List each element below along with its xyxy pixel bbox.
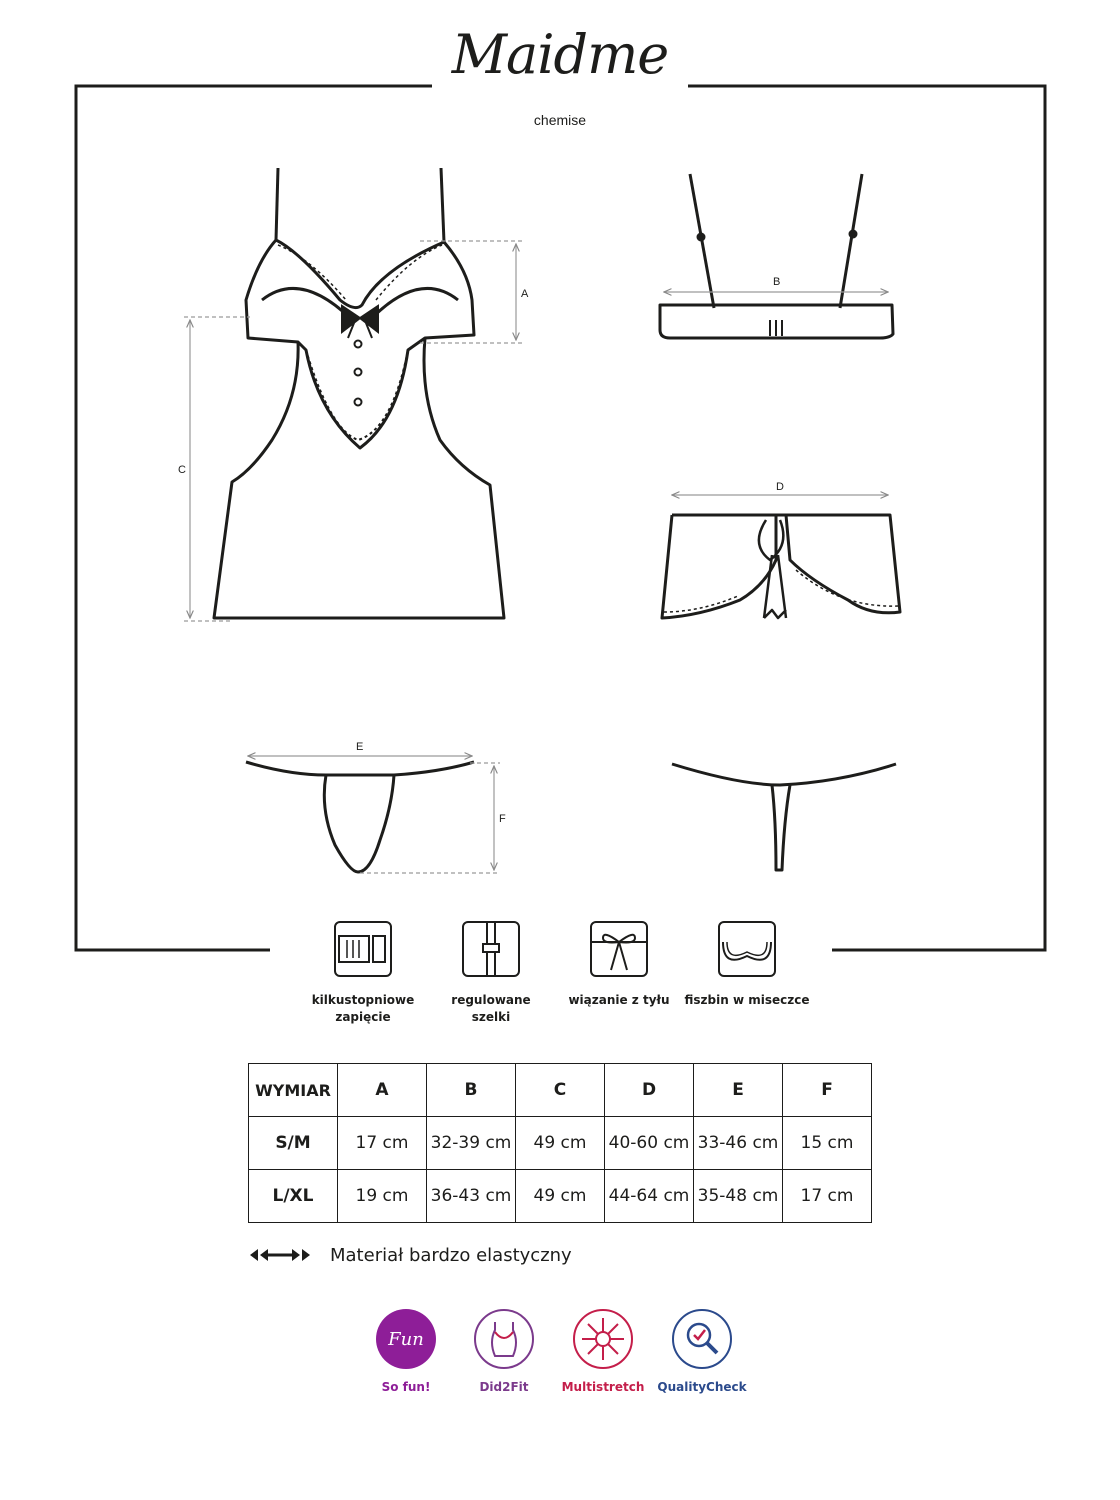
- bow-icon: [342, 306, 378, 338]
- feature-closure-label-1: kilkustopniowe: [311, 993, 415, 1007]
- value-cell: 19 cm: [338, 1170, 427, 1223]
- bra-back-drawing: [660, 174, 893, 338]
- badge-quality-check-label: QualityCheck: [657, 1380, 747, 1394]
- feature-underwire: [682, 920, 812, 1009]
- thong-front-drawing: [246, 762, 474, 872]
- dimension-b-label: B: [773, 276, 781, 288]
- badge-did2fit: [454, 1308, 554, 1394]
- size-table: [248, 1063, 872, 1223]
- feature-underwire-label: fiszbin w miseczce: [684, 993, 810, 1007]
- value-cell: 33-46 cm: [694, 1117, 783, 1170]
- header-cell: C: [516, 1064, 605, 1117]
- dimension-d-label: D: [776, 481, 784, 493]
- feature-straps-label-2: szelki: [471, 1010, 511, 1024]
- dimension-c-line: [184, 317, 250, 621]
- value-cell: 32-39 cm: [427, 1117, 516, 1170]
- outer-frame: [76, 86, 1045, 950]
- value-cell: 17 cm: [783, 1170, 872, 1223]
- value-cell: 40-60 cm: [605, 1117, 694, 1170]
- thong-back-drawing: [672, 764, 896, 870]
- did2fit-icon: [473, 1308, 535, 1370]
- stretch-arrows-icon: [248, 1247, 312, 1263]
- badge-so-fun-label: So fun!: [381, 1380, 431, 1394]
- header-cell: E: [694, 1064, 783, 1117]
- skirt-drawing: [662, 515, 900, 618]
- feature-closure-label-2: zapięcie: [335, 1010, 391, 1024]
- elastic-note-text: Materiał bardzo elastyczny: [330, 1244, 572, 1266]
- dimension-f-line: [360, 763, 500, 873]
- header-cell: WYMIAR: [249, 1064, 338, 1117]
- feature-back-tie-label: wiązanie z tyłu: [568, 993, 670, 1007]
- dimension-a-label: A: [521, 288, 529, 300]
- table-row: [249, 1170, 872, 1223]
- dimension-f-label: F: [499, 813, 506, 825]
- feature-straps: [426, 920, 556, 1026]
- value-cell: 44-64 cm: [605, 1170, 694, 1223]
- value-cell: 49 cm: [516, 1117, 605, 1170]
- size-table-header: [249, 1064, 872, 1117]
- value-cell: 17 cm: [338, 1117, 427, 1170]
- badge-quality-check: [652, 1308, 752, 1394]
- multistretch-icon: [572, 1308, 634, 1370]
- header-cell: F: [783, 1064, 872, 1117]
- feature-back-tie: [554, 920, 684, 1009]
- badge-so-fun: [356, 1308, 456, 1394]
- header-cell: B: [427, 1064, 516, 1117]
- feature-closure: [298, 920, 428, 1026]
- elastic-note: [248, 1240, 572, 1270]
- size-cell: S/M: [249, 1117, 338, 1170]
- dimension-c-label: C: [178, 464, 186, 476]
- dimension-e-label: E: [356, 741, 364, 753]
- underwire-cup-icon: [717, 920, 777, 978]
- back-tie-bow-icon: [589, 920, 649, 978]
- multi-step-hook-closure-icon: [333, 920, 393, 978]
- badge-multistretch-label: Multistretch: [561, 1380, 645, 1394]
- value-cell: 49 cm: [516, 1170, 605, 1223]
- value-cell: 15 cm: [783, 1117, 872, 1170]
- table-row: [249, 1117, 872, 1170]
- value-cell: 35-48 cm: [694, 1170, 783, 1223]
- so-fun-icon: [375, 1308, 437, 1370]
- badge-did2fit-label: Did2Fit: [479, 1380, 529, 1394]
- so-fun-icon-text: Fun: [388, 1329, 424, 1350]
- chemise-front-drawing: [214, 168, 504, 618]
- header-cell: D: [605, 1064, 694, 1117]
- size-cell: L/XL: [249, 1170, 338, 1223]
- quality-check-icon: [671, 1308, 733, 1370]
- brand-logo: Maidme: [451, 23, 669, 86]
- product-type-subtitle: chemise: [533, 112, 587, 128]
- value-cell: 36-43 cm: [427, 1170, 516, 1223]
- header-cell: A: [338, 1064, 427, 1117]
- adjustable-strap-icon: [461, 920, 521, 978]
- feature-straps-label-1: regulowane: [451, 993, 531, 1007]
- badge-multistretch: [553, 1308, 653, 1394]
